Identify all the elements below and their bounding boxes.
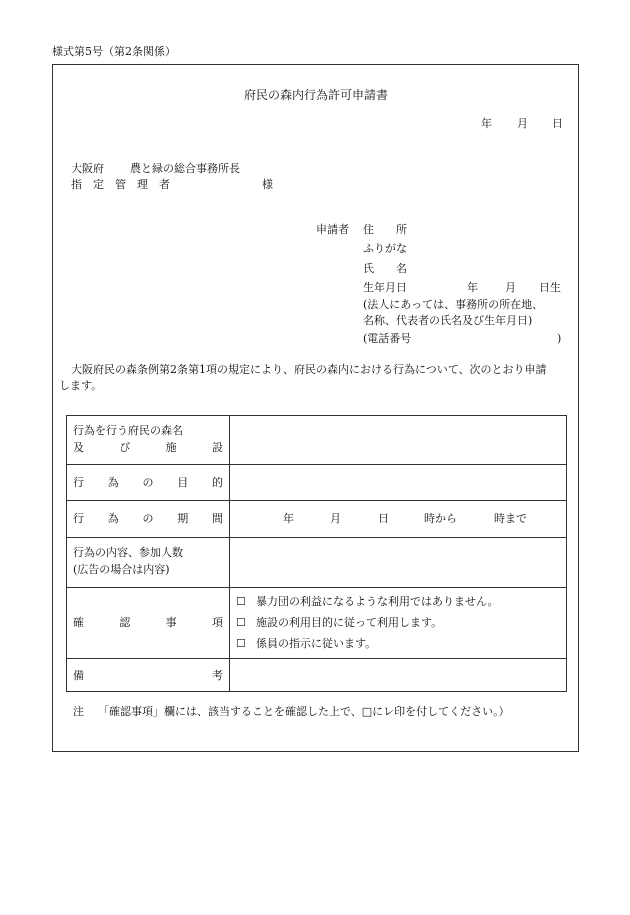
addressee-prefecture: 大阪府 xyxy=(71,162,104,175)
form-title: 府民の森内行為許可申請書 xyxy=(244,88,389,102)
row6-label-remarks: 備 考 xyxy=(73,669,223,682)
applicant-birth-day: 日生 xyxy=(539,281,561,294)
note-label: 注 xyxy=(73,705,84,718)
date-day: 日 xyxy=(552,117,563,130)
period-year: 年 xyxy=(283,512,294,525)
addressee-honorific: 様 xyxy=(262,178,273,191)
applicant-birth-month: 月 xyxy=(505,281,516,294)
row3-label-period: 行 為 の 期 間 xyxy=(73,512,223,525)
applicant-birthdate-label: 生年月日 xyxy=(363,281,407,294)
check-text: 施設の利用目的に従って利用します。 xyxy=(256,616,443,629)
addressee-designated-manager: 指 定 管 理 者 xyxy=(71,178,170,191)
check-text: 暴力団の利益になるような利用ではありません。 xyxy=(256,595,499,608)
period-from: 時から xyxy=(424,512,457,525)
body-text-line-1: 大阪府民の森条例第2条第1項の規定により、府民の森内における行為について、次のとおり申請 xyxy=(71,363,547,376)
period-to: 時まで xyxy=(494,512,527,525)
period-day: 日 xyxy=(378,512,389,525)
applicant-label: 申請者 xyxy=(316,223,349,236)
period-month: 月 xyxy=(330,512,341,525)
row4-label-line2: (広告の場合は内容) xyxy=(73,563,170,576)
checkbox-icon[interactable]: ☐ xyxy=(236,616,246,629)
date-month: 月 xyxy=(517,117,528,130)
row1-label-line2: 及 び 施 設 xyxy=(73,441,223,454)
row4-label-line1: 行為の内容、参加人数 xyxy=(73,546,183,559)
row1-label-line1: 行為を行う府民の森名 xyxy=(73,424,183,437)
row2-label-purpose: 行 為 の 目 的 xyxy=(73,476,223,489)
applicant-corp-note-1: (法人にあっては、事務所の所在地、 xyxy=(363,298,544,311)
applicant-name-label: 氏 名 xyxy=(363,262,407,275)
applicant-birth-year: 年 xyxy=(467,281,478,294)
body-text-line-2: します。 xyxy=(59,379,103,392)
applicant-phone-open: (電話番号 xyxy=(363,332,412,345)
note-text: 「確認事項」欄には、該当することを確認した上で、□にレ印を付してください。） xyxy=(98,705,510,718)
check-item-1 xyxy=(236,596,499,607)
checkbox-icon[interactable]: ☐ xyxy=(236,637,246,650)
addressee-office: 農と緑の総合事務所長 xyxy=(130,162,240,175)
check-item-2 xyxy=(236,617,442,628)
form-number: 様式第5号（第2条関係） xyxy=(52,45,176,58)
check-item-3 xyxy=(236,638,376,649)
applicant-phone-close: ) xyxy=(557,332,562,345)
check-text: 係員の指示に従います。 xyxy=(256,637,377,650)
applicant-address-label: 住 所 xyxy=(363,223,407,236)
applicant-corp-note-2: 名称、代表者の氏名及び生年月日) xyxy=(363,314,533,327)
row5-label-confirmation: 確 認 事 項 xyxy=(73,616,223,629)
applicant-furigana-label: ふりがな xyxy=(363,242,407,255)
checkbox-icon[interactable]: ☐ xyxy=(236,595,246,608)
date-year: 年 xyxy=(481,117,492,130)
